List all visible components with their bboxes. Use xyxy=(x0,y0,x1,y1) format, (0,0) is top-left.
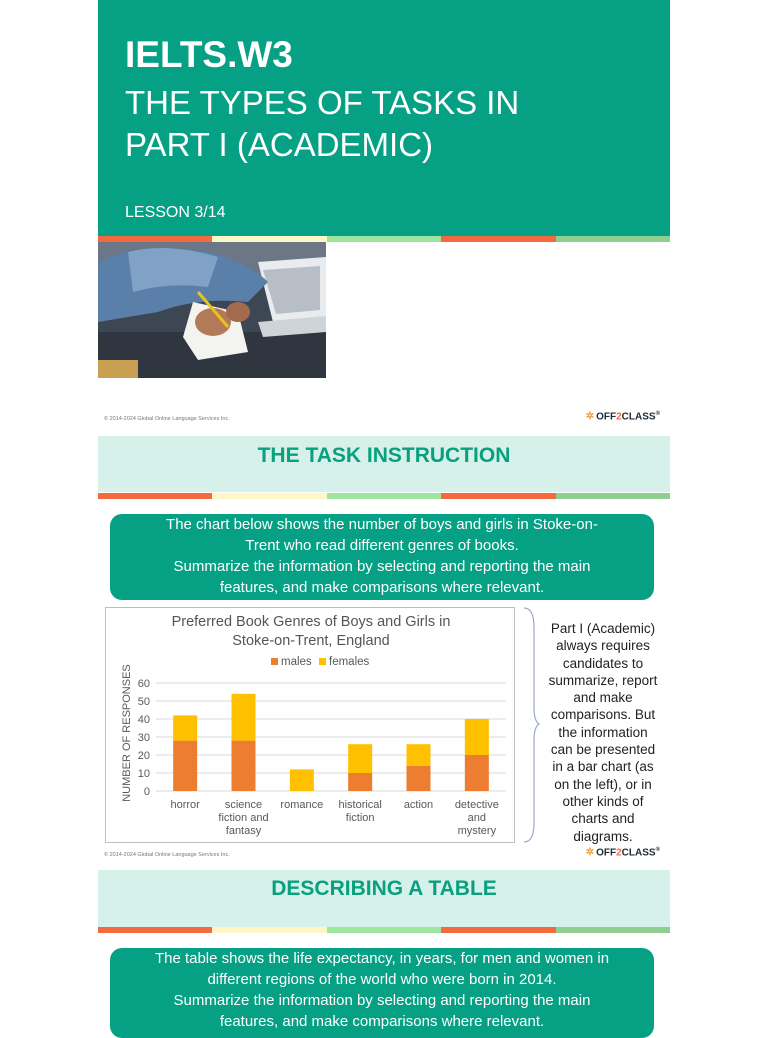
copyright-text: © 2014-2024 Global Online Language Services Inc. xyxy=(104,852,230,858)
side-note-line: on the left), or in xyxy=(554,776,652,792)
off2class-logo: ✲ OFF2CLASS® xyxy=(585,847,660,859)
bar-females xyxy=(173,715,197,740)
x-tick-label: fiction and xyxy=(218,812,269,824)
slide-title: DESCRIBING A TABLE xyxy=(98,870,670,928)
y-tick-label: 20 xyxy=(137,750,150,762)
chart-title-line: Preferred Book Genres of Boys and Girls in xyxy=(171,614,451,630)
off2class-logo: ✲ OFF2CLASS® xyxy=(585,411,660,423)
y-tick-label: 50 xyxy=(137,696,150,708)
describing-table-slide xyxy=(98,870,670,1030)
title-slide xyxy=(98,0,670,430)
instruction-line: Summarize the information by selecting and reporting the main xyxy=(173,558,591,575)
instruction-line: Summarize the information by selecting and reporting the main xyxy=(173,992,591,1009)
instruction-line: The table shows the life expectancy, in years, for men and women in xyxy=(154,950,610,967)
side-note-line: the information xyxy=(558,724,648,740)
x-tick-label: horror xyxy=(170,799,200,811)
writing-photo xyxy=(98,242,326,378)
instruction-line: The chart below shows the number of boys and girls in Stoke-on- xyxy=(166,516,598,533)
legend-label: males xyxy=(281,656,312,668)
slide-title-line: PART I (ACADEMIC) xyxy=(125,126,434,163)
y-tick-label: 0 xyxy=(143,786,150,798)
bar-males xyxy=(348,773,372,791)
y-tick-label: 30 xyxy=(137,732,150,744)
bar-chart xyxy=(105,607,515,843)
bar-females xyxy=(232,694,256,741)
chart-title-line: Stoke-on-Trent, England xyxy=(232,633,390,649)
instruction-line: features, and make comparisons where relevant. xyxy=(219,1013,545,1030)
bar-females xyxy=(348,744,372,773)
color-stripe xyxy=(98,493,670,499)
x-tick-label: detective xyxy=(454,799,499,811)
side-note-line: comparisons. But xyxy=(550,707,656,723)
y-tick-label: 40 xyxy=(137,714,150,726)
x-tick-label: historical xyxy=(338,799,382,811)
side-note-line: candidates to xyxy=(562,655,644,671)
side-note-line: in a bar chart (as xyxy=(552,759,654,775)
instruction-line: Trent who read different genres of books. xyxy=(245,537,519,554)
bar-males xyxy=(407,766,431,791)
legend-swatch xyxy=(271,658,278,665)
side-note-line: summarize, report xyxy=(548,672,658,688)
side-note-line: always requires xyxy=(556,638,650,654)
title-header xyxy=(98,0,670,236)
slide-title xyxy=(125,82,645,166)
side-note-line: and make xyxy=(573,690,633,706)
instruction-line: features, and make comparisons where relevant. xyxy=(219,579,545,596)
side-note-line: other kinds of xyxy=(562,793,644,809)
side-note-line: charts and xyxy=(571,811,635,827)
y-tick-label: 10 xyxy=(137,768,150,780)
bar-females xyxy=(290,769,314,791)
x-tick-label: romance xyxy=(280,799,324,811)
side-note-line: diagrams. xyxy=(573,828,633,844)
x-tick-label: mystery xyxy=(457,825,497,837)
x-tick-label: fiction xyxy=(345,812,375,824)
legend-swatch xyxy=(319,658,326,665)
slide-title: THE TASK INSTRUCTION xyxy=(98,436,670,492)
bar-males xyxy=(465,755,489,791)
bar-females xyxy=(407,744,431,766)
slide-title-line: THE TYPES OF TASKS IN xyxy=(125,84,520,121)
task-instruction-slide xyxy=(98,436,670,866)
lesson-number: LESSON 3/14 xyxy=(125,204,226,221)
x-tick-label: and xyxy=(467,812,487,824)
task-instruction-box xyxy=(110,514,654,600)
x-tick-label: fantasy xyxy=(225,825,262,837)
brace-connector xyxy=(522,607,540,843)
course-code: IELTS.W3 xyxy=(125,34,293,75)
task-instruction-box xyxy=(110,948,654,1038)
x-tick-label: action xyxy=(403,799,434,811)
x-tick-label: science xyxy=(224,799,263,811)
bar-females xyxy=(465,719,489,755)
side-note-line: can be presented xyxy=(550,742,656,758)
legend-label: females xyxy=(329,656,370,668)
y-tick-label: 60 xyxy=(137,678,150,690)
bar-males xyxy=(173,741,197,791)
side-note xyxy=(542,620,664,845)
y-axis-label: NUMBER OF RESPONSES xyxy=(121,664,133,802)
bar-males xyxy=(232,741,256,791)
color-stripe xyxy=(98,927,670,933)
chart-canvas xyxy=(106,608,514,842)
instruction-line: different regions of the world who were born in 2014. xyxy=(207,971,557,988)
side-note-line: Part I (Academic) xyxy=(550,621,656,636)
copyright-text: © 2014-2024 Global Online Language Services Inc. xyxy=(104,416,230,422)
